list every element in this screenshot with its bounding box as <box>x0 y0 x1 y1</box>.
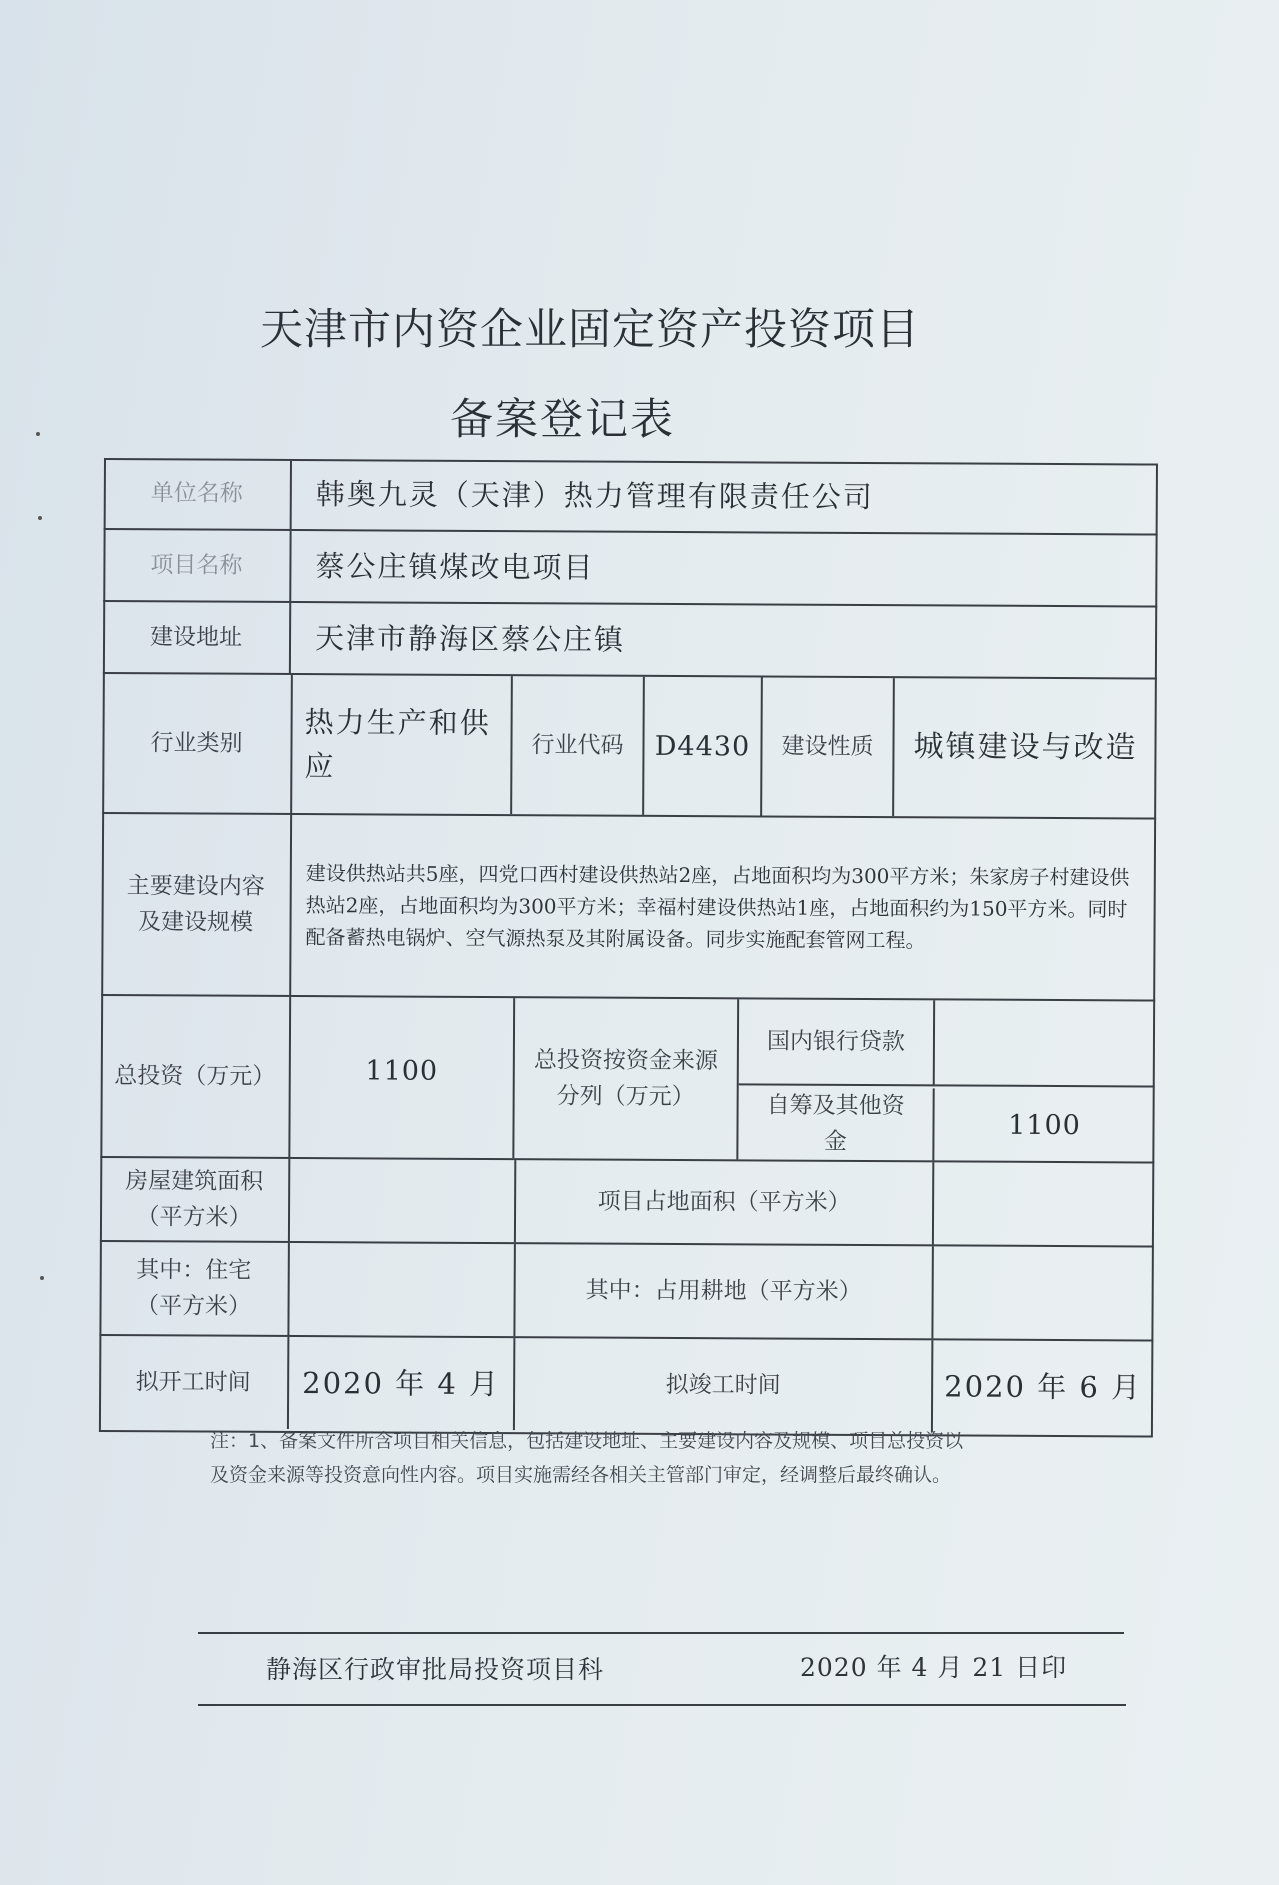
building-area-label-cell <box>100 1158 290 1241</box>
land-area-label-cell <box>516 1160 934 1244</box>
footer-top-rule <box>198 1632 1124 1634</box>
issue-date: 2020 年 4 月 21 日印 <box>800 1653 1068 1682</box>
construction-nature-label-cell <box>762 677 895 816</box>
unit-name-value: 韩奥九灵（天津）热力管理有限责任公司 <box>315 477 874 515</box>
row-timing <box>99 1336 1153 1434</box>
bank-loan-label-cell <box>739 999 935 1086</box>
bank-loan-value-cell <box>935 1000 1155 1087</box>
funding-source-label-cell <box>514 998 739 1159</box>
row-address <box>103 602 1157 680</box>
main-content-label-cell <box>101 814 292 995</box>
self-funding-value: 1100 <box>1008 1109 1081 1141</box>
total-investment-value-cell <box>290 997 515 1158</box>
farmland-label-cell <box>515 1244 933 1338</box>
construction-nature-value-cell <box>894 678 1157 817</box>
main-content-value: 建设供热站共5座，四党口西村建设供热站2座，占地面积均为300平方米；朱家房子村建设供热站2座，占地面积均为300平方米；幸福村建设供热站1座，占地面积约为150平方米。同时配备蓄热电锅炉、空气源热泵及其附属设备。同步实施配套管网工程。 <box>305 861 1130 953</box>
land-area-value-cell <box>934 1162 1154 1245</box>
document-title: 天津市内资企业固定资产投资项目 <box>260 305 920 355</box>
issuing-office: 静海区行政审批局投资项目科 <box>266 1655 605 1684</box>
construction-nature-value: 城镇建设与改造 <box>913 729 1138 766</box>
completion-time-label: 拟竣工时间 <box>665 1371 781 1399</box>
row-industry <box>102 674 1157 820</box>
industry-category-value-cell <box>292 675 513 814</box>
footnote-line-2: 及资金来源等投资意向性内容。项目实施需经各相关主管部门审定，经调整后最终确认。 <box>210 1464 952 1486</box>
address-value-cell <box>291 603 1157 678</box>
main-content-label: 主要建设内容及建设规模 <box>126 873 265 936</box>
document-subtitle: 备案登记表 <box>450 395 675 445</box>
completion-time-label-cell <box>515 1338 933 1432</box>
unit-name-label-cell <box>104 458 292 529</box>
industry-category-value: 热力生产和供应 <box>304 705 491 784</box>
residential-label-cell <box>99 1242 289 1335</box>
row-residential-farmland <box>99 1242 1153 1342</box>
footnote-line-1: 注：1、备案文件所含项目相关信息，包括建设地址、主要建设内容及规模、项目总投资以 <box>210 1430 964 1452</box>
residential-label: 其中：住宅（平方米） <box>135 1257 252 1320</box>
completion-time-value-cell <box>933 1340 1153 1433</box>
scan-speck <box>40 1276 44 1280</box>
industry-category-label-cell <box>102 674 293 813</box>
self-funding-label-cell <box>738 1087 934 1160</box>
row-unit-name <box>104 458 1158 536</box>
row-investment <box>100 996 1155 1164</box>
project-name-label: 项目名称 <box>150 552 243 579</box>
footnote <box>210 1424 1110 1492</box>
project-name-value: 蔡公庄镇煤改电项目 <box>315 549 595 585</box>
address-label-cell <box>103 602 291 673</box>
industry-code-value: D4430 <box>654 730 751 762</box>
residential-value-cell <box>289 1243 515 1336</box>
total-investment-label: 总投资（万元） <box>114 1063 276 1090</box>
completion-time-value: 2020 年 6 月 <box>944 1369 1143 1405</box>
farmland-value-cell <box>933 1246 1153 1339</box>
unit-name-label: 单位名称 <box>150 480 243 507</box>
start-time-value-cell <box>289 1337 515 1430</box>
industry-code-label-cell <box>512 676 645 815</box>
footer-bottom-rule <box>198 1704 1126 1706</box>
project-name-value-cell <box>291 531 1157 606</box>
self-funding-label: 自筹及其他资金 <box>766 1092 905 1155</box>
industry-code-value-cell <box>644 677 763 816</box>
row-building-area <box>100 1158 1154 1248</box>
address-value: 天津市静海区蔡公庄镇 <box>314 621 626 657</box>
registration-form-table <box>99 458 1158 1438</box>
industry-code-label: 行业代码 <box>531 732 624 759</box>
bank-loan-label: 国内银行贷款 <box>766 1028 906 1056</box>
funding-source-label: 总投资按资金来源分列（万元） <box>533 1047 718 1111</box>
building-area-value-cell <box>290 1159 516 1242</box>
land-area-label: 项目占地面积（平方米） <box>597 1188 851 1216</box>
unit-name-value-cell <box>292 459 1158 534</box>
start-time-label-cell <box>99 1336 289 1429</box>
self-funding-value-cell <box>934 1088 1154 1161</box>
total-investment-label-cell <box>100 996 291 1157</box>
farmland-label: 其中：占用耕地（平方米） <box>585 1277 862 1305</box>
project-name-label-cell <box>103 530 291 601</box>
start-time-label: 拟开工时间 <box>135 1369 251 1396</box>
building-area-label: 房屋建筑面积（平方米） <box>125 1168 264 1231</box>
industry-category-label: 行业类别 <box>150 730 243 757</box>
main-content-value-cell <box>291 815 1156 1000</box>
construction-nature-label: 建设性质 <box>781 733 874 761</box>
address-label: 建设地址 <box>149 624 243 651</box>
total-investment-value: 1100 <box>365 1055 439 1087</box>
scan-speck <box>36 432 40 436</box>
start-time-value: 2020 年 4 月 <box>302 1366 501 1402</box>
row-project-name <box>103 530 1157 608</box>
scan-speck <box>38 516 42 520</box>
row-main-content <box>101 814 1156 1002</box>
